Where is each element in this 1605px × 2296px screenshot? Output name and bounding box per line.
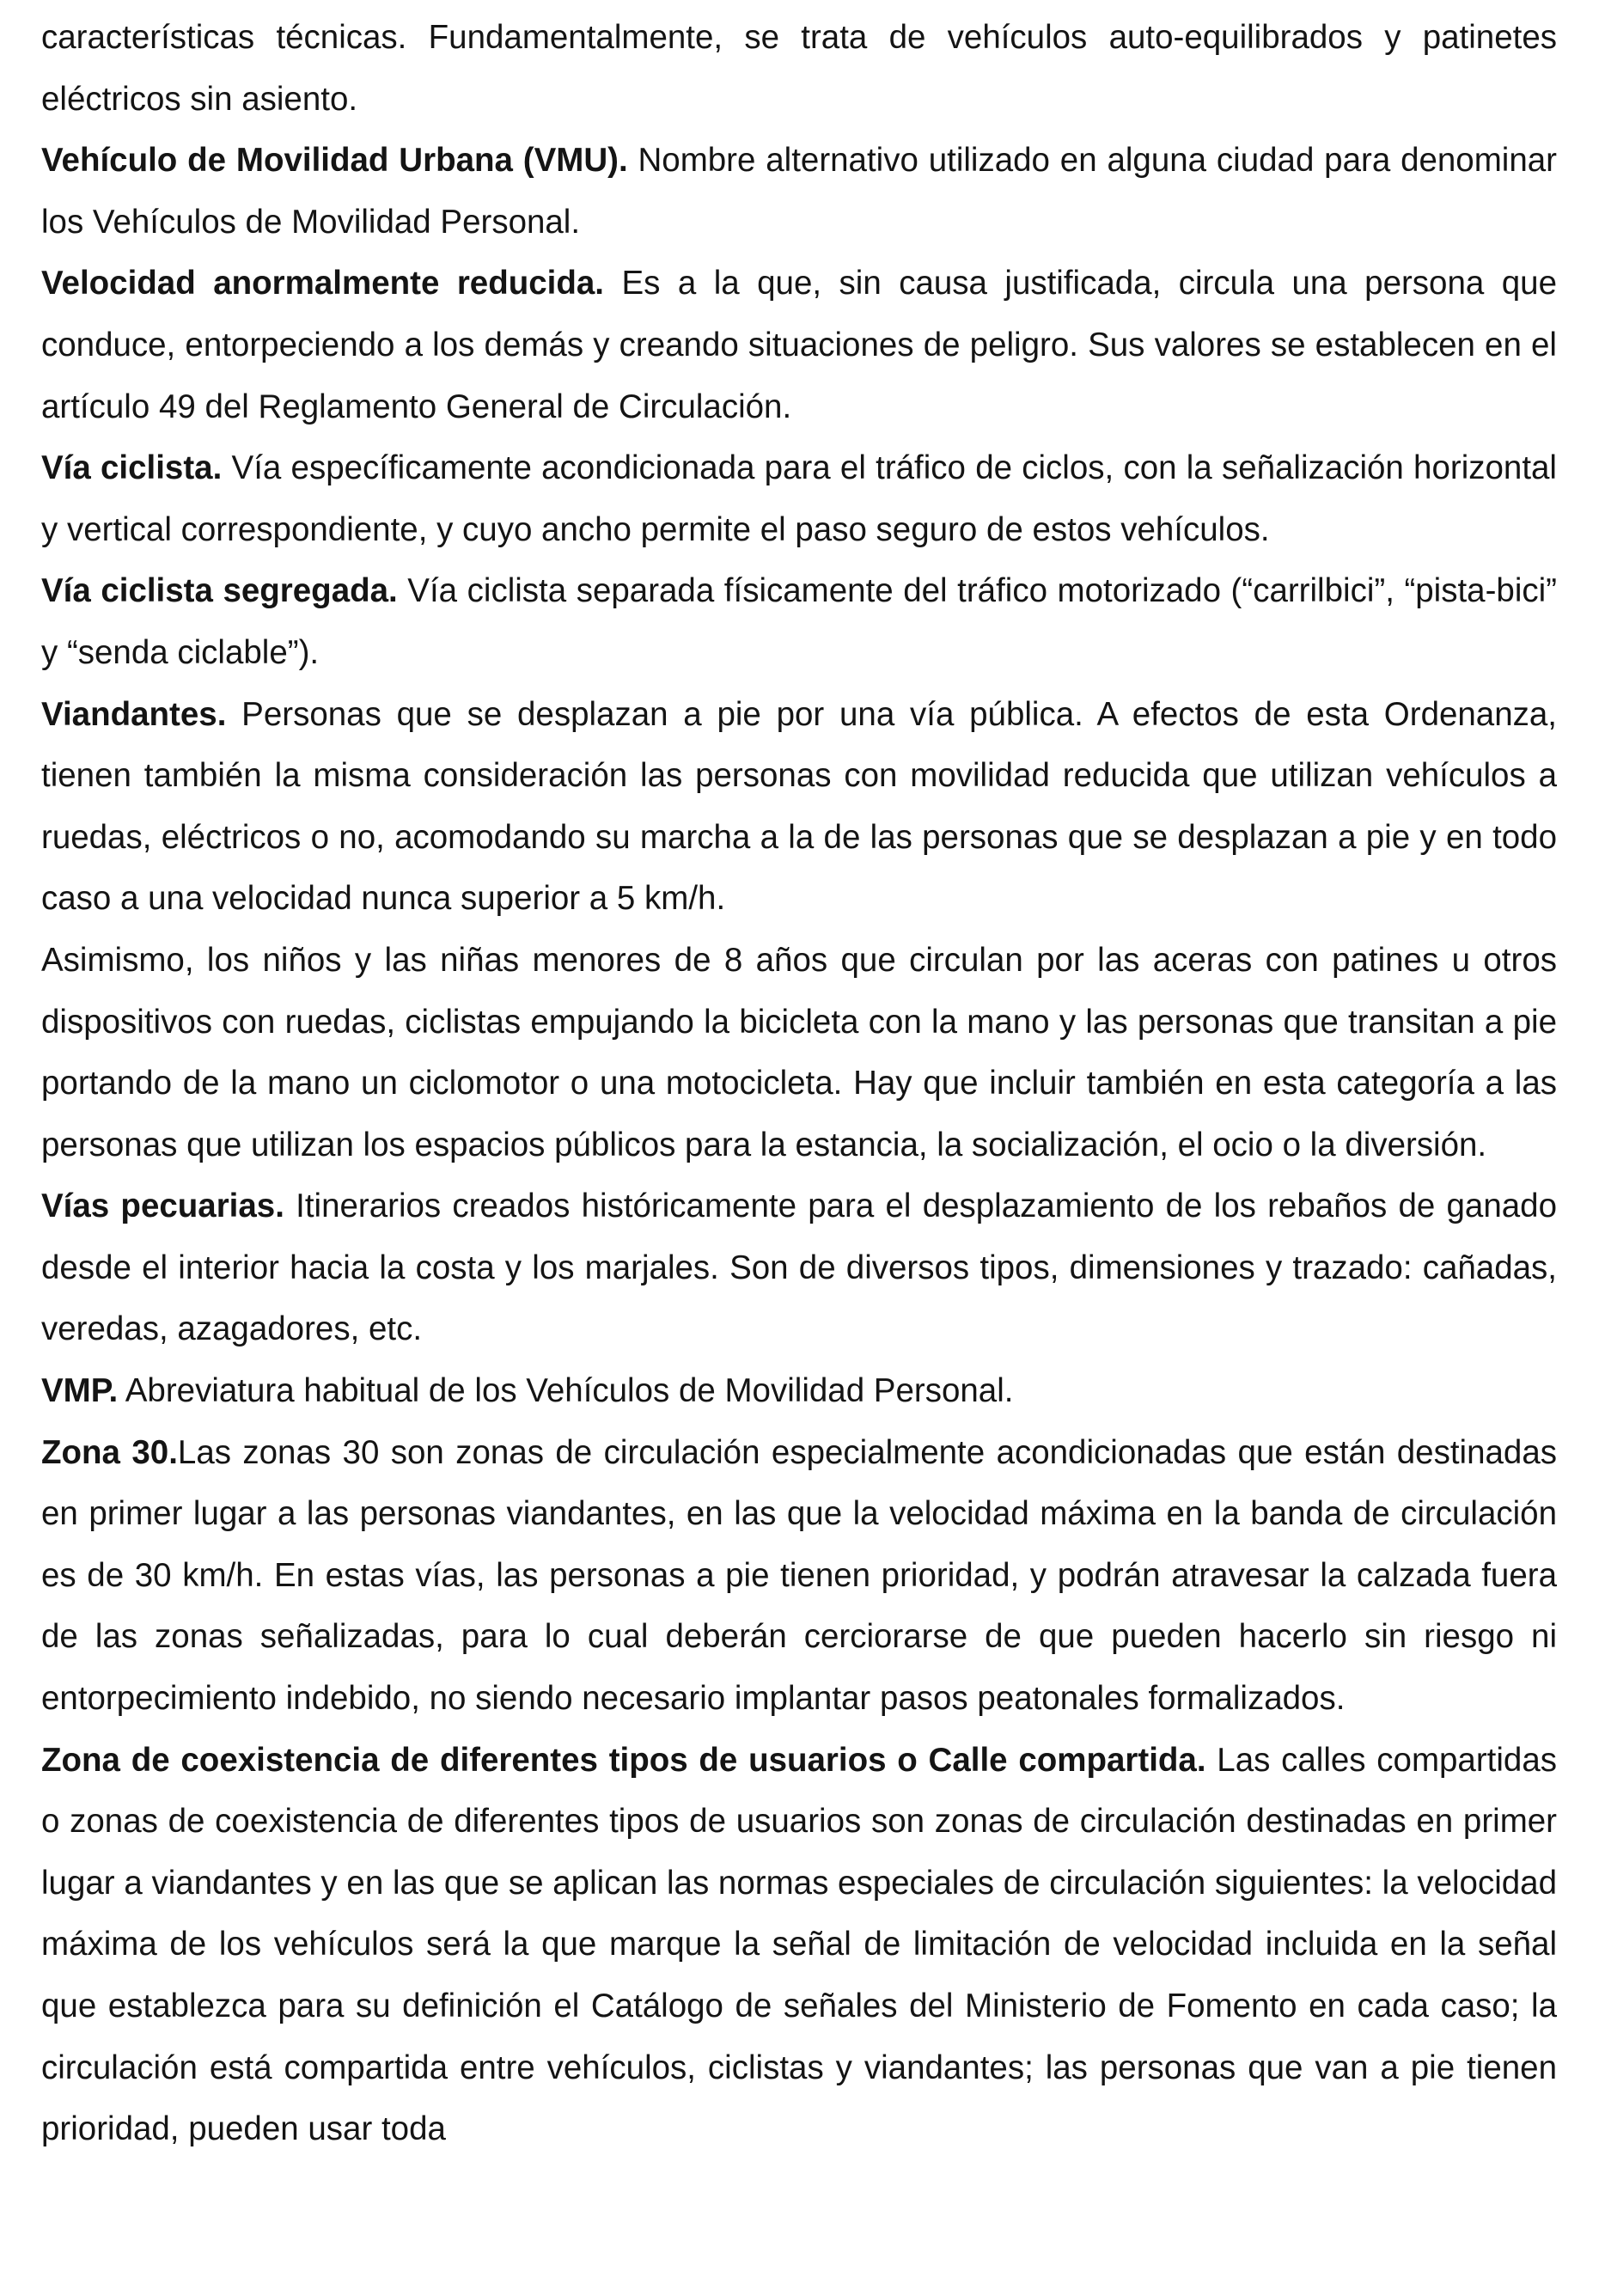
definition-velocidad-reducida	[41, 253, 1557, 437]
definition-text: Abreviatura habitual de los Vehículos de Movilidad Personal.	[118, 1372, 1014, 1410]
definition-zona-coexistencia	[41, 1730, 1557, 2160]
document-page	[41, 7, 1557, 2160]
definition-term: Vehículo de Movilidad Urbana (VMU).	[41, 142, 628, 180]
definition-term: Vías pecuarias.	[41, 1188, 284, 1225]
paragraph-text: características técnicas. Fundamentalmente, se trata de vehículos auto-equilibrados y patinetes eléctricos sin asiento.	[41, 19, 1557, 118]
definition-term: VMP.	[41, 1372, 119, 1410]
definition-term: Vía ciclista.	[41, 449, 223, 487]
definition-text: Es a la que, sin causa justificada, circula una persona que conduce, entorpeciendo a los demás y creando situaciones de peligro. Sus valores se establecen en el artículo 49 del Reglamento General de Circulación.	[41, 265, 1557, 425]
definition-text: Las calles compartidas o zonas de coexistencia de diferentes tipos de usuarios son zonas de circulación destinadas en primer lugar a viandantes y en las que se aplican las normas especiales de circulación siguientes: la velocidad máxima de los vehículos será la que marque la señal de limitación de velocidad incluida en la señal que establezca para su definición el Catálogo de señales del Ministerio de Fomento en cada caso; la circulación está compartida entre vehículos, ciclistas y viandantes; las personas que van a pie tienen prioridad, pueden usar toda	[41, 1741, 1557, 2148]
definition-text: Las zonas 30 son zonas de circulación especialmente acondicionadas que están destinadas en primer lugar a las personas viandantes, en las que la velocidad máxima en la banda de circulación es de 30 km/h. En estas vías, las personas a pie tienen prioridad, y podrán atravesar la calzada fuera de las zonas señalizadas, para lo cual deberán cerciorarse de que pueden hacerlo sin riesgo ni entorpecimiento indebido, no siendo necesario implantar pasos peatonales formalizados.	[41, 1433, 1557, 1718]
definition-term: Vía ciclista segregada.	[41, 572, 398, 610]
definition-text: Vía específicamente acondicionada para el tráfico de ciclos, con la señalización horizontal y vertical correspondiente, y cuyo ancho permite el paso seguro de estos vehículos.	[41, 449, 1557, 548]
definition-term: Velocidad anormalmente reducida.	[41, 265, 604, 302]
definition-term: Zona de coexistencia de diferentes tipos de usuarios o Calle compartida.	[41, 1741, 1206, 1779]
definition-text: Itinerarios creados históricamente para el desplazamiento de los rebaños de ganado desde el interior hacia la costa y los marjales. Son de diversos tipos, dimensiones y trazado: cañadas, veredas, azagadores, etc.	[41, 1188, 1557, 1348]
definition-text: Vía ciclista separada físicamente del tráfico motorizado (“carrilbici”, “pista-bici” y “senda ciclable”).	[41, 572, 1557, 671]
definition-vmp	[41, 1360, 1557, 1422]
paragraph-continuation	[41, 7, 1557, 130]
paragraph-asimismo	[41, 930, 1557, 1175]
definition-text: Nombre alternativo utilizado en alguna ciudad para denominar los Vehículos de Movilidad Personal.	[41, 142, 1557, 241]
definition-viandantes	[41, 684, 1557, 930]
definition-term: Viandantes.	[41, 695, 227, 733]
definition-term: Zona 30.	[41, 1433, 178, 1471]
definition-vmu	[41, 130, 1557, 253]
definition-via-ciclista	[41, 437, 1557, 560]
definition-vias-pecuarias	[41, 1175, 1557, 1360]
definition-zona-30	[41, 1422, 1557, 1730]
definition-via-ciclista-segregada	[41, 560, 1557, 683]
definition-text: Personas que se desplazan a pie por una vía pública. A efectos de esta Ordenanza, tienen también la misma consideración las personas con movilidad reducida que utilizan vehículos a ruedas, eléctricos o no, acomodando su marcha a la de las personas que se desplazan a pie y en todo caso a una velocidad nunca superior a 5 km/h.	[41, 695, 1557, 918]
paragraph-text: Asimismo, los niños y las niñas menores de 8 años que circulan por las aceras con patines u otros dispositivos con ruedas, ciclistas empujando la bicicleta con la mano y las personas que transitan a pie portando de la mano un ciclomotor o una motocicleta. Hay que incluir también en esta categoría a las personas que utilizan los espacios públicos para la estancia, la socialización, el ocio o la diversión.	[41, 941, 1557, 1163]
